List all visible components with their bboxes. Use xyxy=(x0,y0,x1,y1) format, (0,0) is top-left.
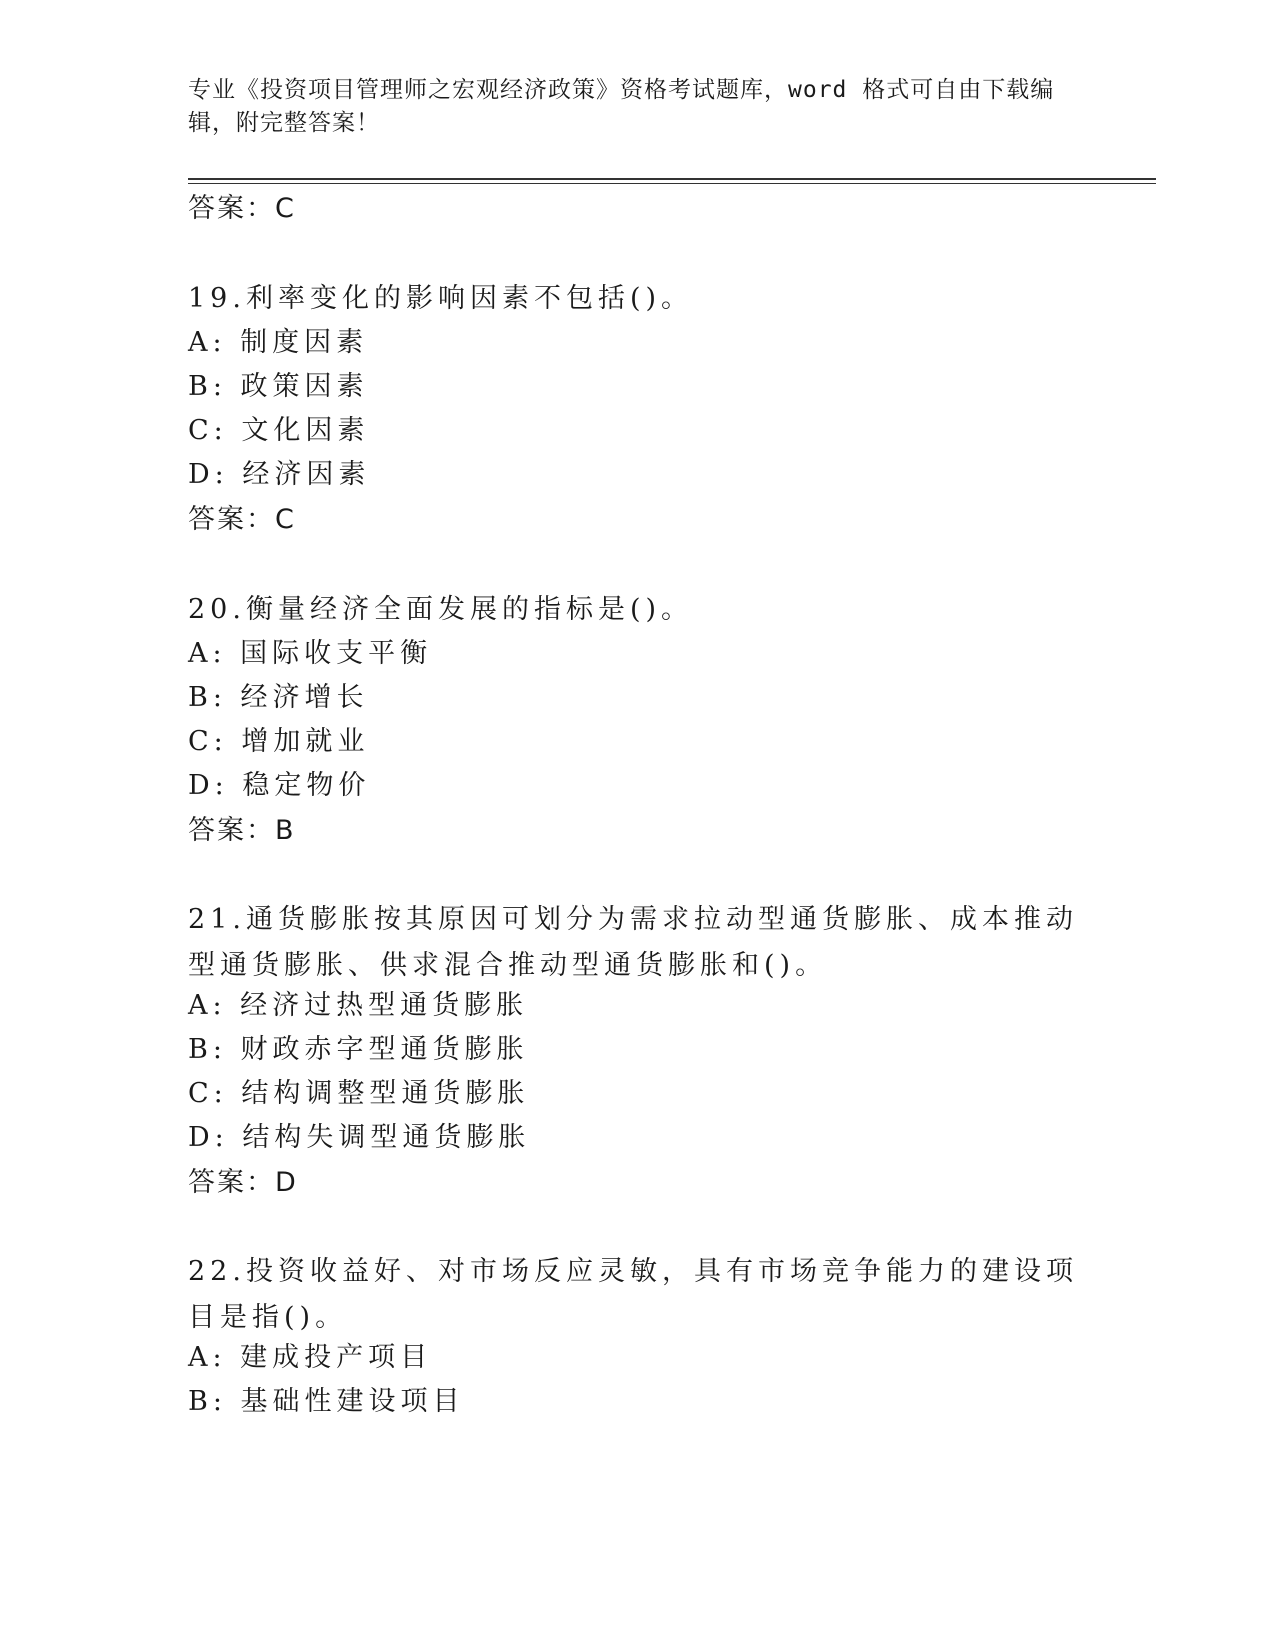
option-c: C: 结构调整型通货膨胀 xyxy=(188,1078,530,1109)
option-d: D: 结构失调型通货膨胀 xyxy=(188,1122,531,1153)
question-stem: 19.利率变化的影响因素不包括()。 xyxy=(188,283,694,314)
option-c: C: 增加就业 xyxy=(188,726,370,757)
option-b: B: 经济增长 xyxy=(188,682,369,713)
option-a: A: 建成投产项目 xyxy=(188,1342,433,1373)
option-a: A: 国际收支平衡 xyxy=(188,638,433,669)
answer-label: 答案：D xyxy=(188,1167,298,1198)
question-stem: 22.投资收益好、对市场反应灵敏，具有市场竞争能力的建设项目是指()。 xyxy=(188,1256,1078,1333)
option-a: A: 制度因素 xyxy=(188,327,369,358)
option-a: A: 经济过热型通货膨胀 xyxy=(188,990,529,1021)
answer-label: 答案：C xyxy=(188,504,296,535)
option-b: B: 财政赤字型通货膨胀 xyxy=(188,1034,529,1065)
option-d: D: 经济因素 xyxy=(188,459,371,490)
header-divider-thick xyxy=(188,178,1156,180)
option-b: B: 政策因素 xyxy=(188,371,369,402)
question-stem: 21.通货膨胀按其原因可划分为需求拉动型通货膨胀、成本推动型通货膨胀、供求混合推动型通货膨胀和()。 xyxy=(188,904,1078,981)
answer-label: 答案：C xyxy=(188,193,296,224)
option-c: C: 文化因素 xyxy=(188,415,370,446)
document-header: 专业《投资项目管理师之宏观经济政策》资格考试题库，word 格式可自由下载编辑，附完整答案！ xyxy=(188,77,1055,136)
answer-label: 答案：B xyxy=(188,815,296,846)
option-b: B: 基础性建设项目 xyxy=(188,1386,465,1417)
header-divider-thin xyxy=(188,183,1156,184)
question-stem: 20.衡量经济全面发展的指标是()。 xyxy=(188,594,694,625)
option-d: D: 稳定物价 xyxy=(188,770,371,801)
